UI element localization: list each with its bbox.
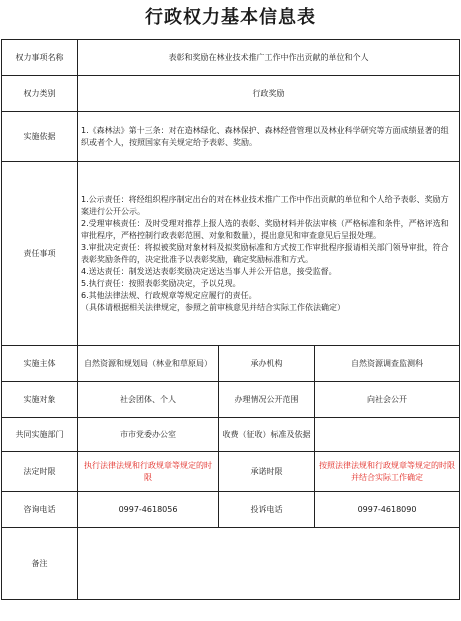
value-consult-phone: 0997-4618056	[78, 492, 219, 528]
value-remark	[78, 528, 460, 600]
page-title: 行政权力基本信息表	[145, 7, 316, 28]
value-item-name: 表彰和奖励在林业技术推广工作中作出贡献的单位和个人	[78, 40, 460, 76]
label-basis: 实施依据	[2, 112, 78, 162]
value-basis: 1.《森林法》第十三条：对在造林绿化、森林保护、森林经营管理以及林业科学研究等方面成绩显著的组织或者个人，按照国家有关规定给予表彰、奖励。	[78, 112, 460, 162]
label-joint: 共同实施部门	[2, 418, 78, 452]
value-category: 行政奖励	[78, 76, 460, 112]
label-object: 实施对象	[2, 382, 78, 418]
label-item-name: 权力事项名称	[2, 40, 78, 76]
value-duty: 1.公示责任：将经组织程序制定出台的对在林业技术推广工作中作出贡献的单位和个人给予表彰、奖励方案进行公开公示。 2.受理审核责任：及时受理对推荐上报人选的表彰、奖励材料并依法审核（严格标准和条件，严格评选和审批程序，严格控制行政表彰范围、对象和数量），提出意见和审查意见后呈报处理。 3.审批决定责任：将拟被奖励对象材料及拟奖励标准和方式按工作审批程序报请相关部门领导审批，符合表彰奖励条件的，决定批准予以表彰奖励，确定奖励标准和方式。 4.送达责任：制发送达表彰奖励决定送达当事人并公开信息，接受监督。 5.执行责任：按照表彰奖励决定，予以兑现。 6.其他法律法规、行政规章等规定应履行的责任。 （具体请根据相关法律规定，参照之前审核意见并结合实际工作依法确定）	[78, 162, 460, 346]
label-complaint-phone: 投诉电话	[219, 492, 315, 528]
table-row-joint	[2, 418, 460, 452]
value-office: 自然资源调查监测科	[315, 346, 460, 382]
table-row-remark	[2, 528, 460, 600]
label-disclosure: 办理情况公开范围	[219, 382, 315, 418]
table-row-item	[2, 40, 460, 76]
table-row-basis	[2, 112, 460, 162]
table-row-phone	[2, 492, 460, 528]
table-row-duty	[2, 162, 460, 346]
table-row-deadline	[2, 452, 460, 492]
value-complaint-phone: 0997-4618090	[315, 492, 460, 528]
table-row-subject	[2, 346, 460, 382]
label-deadline: 法定时限	[2, 452, 78, 492]
label-consult-phone: 咨询电话	[2, 492, 78, 528]
value-joint: 市市党委办公室	[78, 418, 219, 452]
value-object: 社会团体、个人	[78, 382, 219, 418]
label-remark: 备注	[2, 528, 78, 600]
value-disclosure: 向社会公开	[315, 382, 460, 418]
value-deadline: 执行法律法规和行政规章等规定的时限	[78, 452, 219, 492]
label-promise: 承诺时限	[219, 452, 315, 492]
value-subject: 自然资源和规划局（林业和草原局）	[78, 346, 219, 382]
label-office: 承办机构	[219, 346, 315, 382]
value-fee	[315, 418, 460, 452]
label-subject: 实施主体	[2, 346, 78, 382]
table-row-object	[2, 382, 460, 418]
table-row-category	[2, 76, 460, 112]
power-info-table	[1, 39, 460, 600]
label-category: 权力类别	[2, 76, 78, 112]
label-duty: 责任事项	[2, 162, 78, 346]
value-promise: 按照法律法规和行政规章等规定的时限并结合实际工作确定	[315, 452, 460, 492]
label-fee: 收费（征收）标准及依据	[219, 418, 315, 452]
